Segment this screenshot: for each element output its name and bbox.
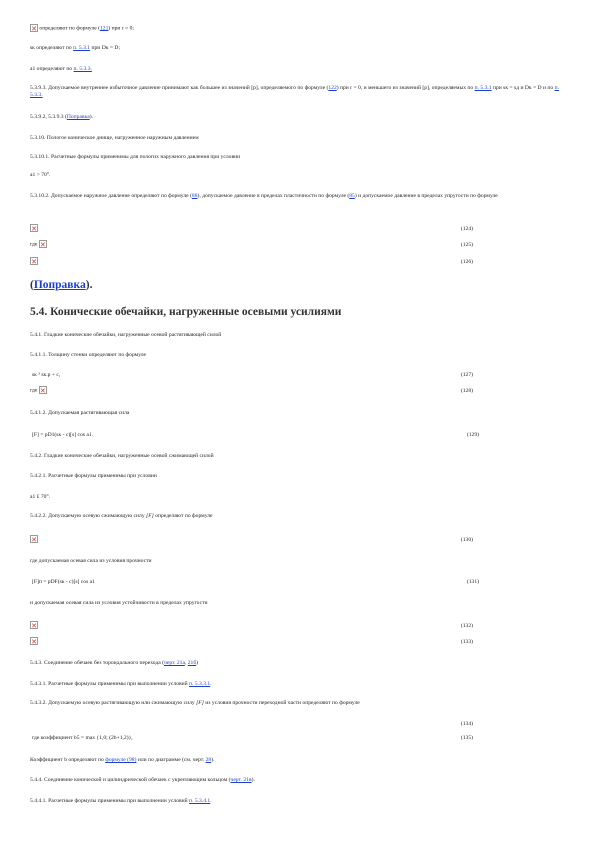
formula-link[interactable]: 85: [349, 193, 355, 199]
equation-number: (124): [460, 226, 473, 232]
paragraph: 5.3.9.2, 5.3.9.3 (Поправка).: [30, 114, 93, 120]
formula-image: [30, 637, 38, 645]
equation-number: (132): [460, 623, 473, 629]
formula-link[interactable]: формуле (98): [105, 757, 137, 763]
section-title: 5.4.2. Гладкие конические обечайки, нагруженные осевой сжимающей силой: [30, 453, 214, 459]
equation-number: (135): [460, 735, 473, 741]
section-link[interactable]: п. 5.3.1: [73, 45, 91, 51]
equation-number: (134): [460, 721, 473, 727]
formula-image: [30, 621, 38, 629]
paragraph: 5.3.10.1. Расчетные формулы применимы для пологих наружного давления при условии: [30, 154, 241, 160]
paragraph: 5.4.2.2. Допускаемую осевую сжимающую силу [F] определяют по формуле: [30, 513, 213, 519]
paragraph: Коэффициент b определяют по формуле (98) или по диаграмме (см. черт. 28).: [30, 757, 215, 763]
paragraph: 5.4.3.2. Допускаемую осевую растягивающую или сжимающую силу [F] из условия прочности переходной части определяют по формуле: [30, 700, 360, 706]
condition: a1 > 70°.: [30, 172, 51, 178]
section-link[interactable]: п. 5.3.3.1: [189, 681, 211, 687]
equation-number: (125): [460, 242, 473, 248]
formula: sк ³ sк.p + c,: [32, 372, 61, 378]
paragraph: 5.4.2.1. Расчетные формулы применимы при условии: [30, 473, 157, 479]
paragraph: и допускаемая осевая сила из условия устойчивости в пределах упругости: [30, 600, 208, 606]
amendment-link[interactable]: Поправка: [33, 279, 86, 291]
formula-line: ✕ определяют по формуле (121) при r = 0;: [31, 25, 134, 33]
drawing-link[interactable]: черт. 21в: [230, 777, 252, 783]
paragraph: a1 определяют по п. 5.3.3.: [30, 66, 92, 72]
formula-image: где ✕: [30, 241, 46, 249]
section-title: 5.4.4. Соединение конической и цилиндрической обечаек с укрепляющим кольцом (черт. 21в).: [30, 777, 255, 783]
broken-image-icon: ✕: [31, 638, 37, 646]
broken-image-icon: ✕: [31, 225, 37, 233]
section-title: 5.4.1. Гладкие конические обечайки, нагруженные осевой растягивающей силой: [30, 332, 222, 338]
broken-image-icon: ✕: [31, 258, 37, 266]
broken-image-icon: ✕: [39, 241, 46, 249]
amendment-heading: (Поправка).: [30, 279, 93, 291]
condition: a1 £ 70°.: [30, 494, 51, 500]
broken-image-icon: ✕: [31, 25, 37, 33]
paragraph: 5.3.9.3. Допускаемое внутреннее избыточное давление принимают как большее из значений [p], определяемого по формуле (122) при r = 0, и меньшего из значений [p], определяемых по п. 5.3.1 при sк = sд и Dк = D и по п. 5.3.3.: [30, 85, 559, 98]
drawing-link[interactable]: черт. 21а: [164, 660, 185, 666]
equation-number: (126): [460, 259, 473, 265]
formula-link[interactable]: 122: [328, 85, 337, 91]
paragraph: 5.4.1.1. Толщину стенки определяют по формуле: [30, 352, 147, 358]
equation-number: (129): [466, 432, 479, 438]
section-link[interactable]: п. 5.3.1: [474, 85, 492, 91]
formula: [F] = pD1(sк - c)[s] cos a1.: [32, 432, 94, 438]
formula: [F]п = pDF(sк - c)[s] cos a1: [32, 579, 95, 585]
paragraph: 5.4.4.1. Расчетные формулы применимы при выполнении условий п. 5.3.4.1.: [30, 798, 212, 804]
formula-link[interactable]: 121: [99, 25, 109, 32]
section-link[interactable]: п. 5.3.3.: [73, 66, 92, 72]
formula-link[interactable]: 88: [191, 193, 198, 199]
broken-image-icon: ✕: [39, 387, 46, 395]
broken-image-icon: ✕: [31, 536, 37, 544]
paragraph: 5.3.10.2. Допускаемое наружное давление определяют по формуле (88), допускаемое давление в пределах пластичности по формуле (85) и допускаемое давление в пределах упругости по формуле: [30, 193, 498, 199]
broken-image-icon: ✕: [31, 622, 37, 630]
formula-image: [30, 257, 38, 265]
section-title: 5.3.10. Пологое коническое днище, нагруженное наружным давлением: [30, 135, 199, 141]
drawing-link[interactable]: 28: [205, 757, 212, 763]
formula-image: где ✕: [30, 387, 46, 395]
paragraph: sк определяют по п. 5.3.1 при Dк = D;: [30, 45, 120, 51]
section-link[interactable]: п. 5.3.3.: [30, 85, 559, 98]
section-title: 5.4.3. Соединение обечаек без тороидального перехода (черт. 21а, 21б): [30, 660, 199, 666]
equation-number: (127): [460, 372, 473, 378]
equation-number: (128): [460, 388, 473, 394]
formula-image: [30, 224, 38, 232]
paragraph: 5.4.1.2. Допускаемая растягивающая сила: [30, 410, 130, 416]
formula: где коэффициент b5 = max {1,0; (2b+1,2)},: [32, 735, 133, 741]
paragraph: 5.4.3.1. Расчетные формулы применимы при выполнении условий п. 5.3.3.1.: [30, 681, 212, 687]
section-heading: 5.4. Конические обечайки, нагруженные осевыми усилиями: [30, 306, 342, 318]
paragraph: где допускаемая осевая сила из условия прочности: [30, 558, 152, 564]
section-link[interactable]: п. 5.3.4.1: [189, 798, 211, 804]
formula-image: [30, 535, 38, 543]
amendment-link[interactable]: Поправка: [66, 114, 90, 120]
equation-number: (133): [460, 639, 473, 645]
equation-number: (130): [460, 537, 473, 543]
drawing-link[interactable]: 21б: [187, 660, 197, 666]
equation-number: (131): [466, 579, 479, 585]
